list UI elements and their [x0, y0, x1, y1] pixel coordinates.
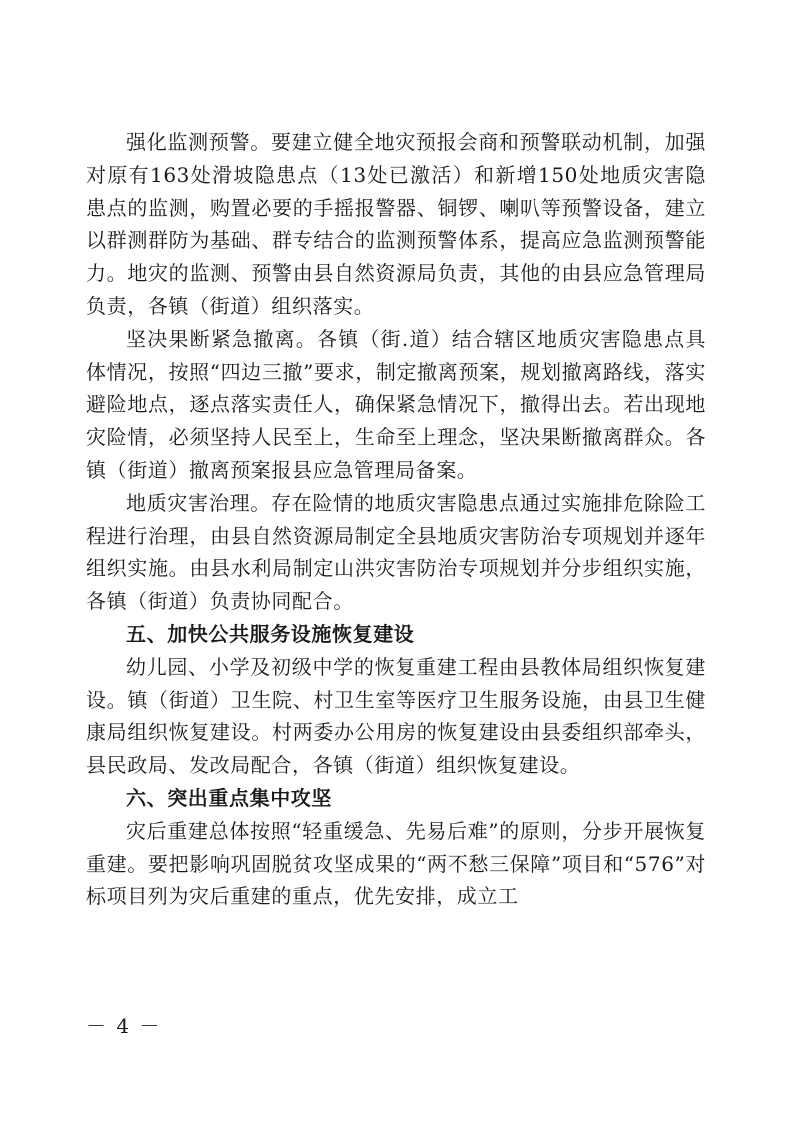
paragraph-public-services: 幼儿园、小学及初级中学的恢复重建工程由县教体局组织恢复建设。镇（街道）卫生院、村卫生室等医疗卫生服务设施，由县卫生健康局组织恢复建设。村两委办公用房的恢复建设由县委组织部牵头，县民政局、发改局配合，各镇（街道）组织恢复建设。 [86, 654, 706, 778]
section-heading-six: 六、突出重点集中攻坚 [126, 785, 332, 810]
paragraph-monitoring-warning: 强化监测预警。要建立健全地灾预报会商和预警联动机制，加强对原有163处滑坡隐患点（13处已激活）和新增150处地质灾害隐患点的监测，购置必要的手摇报警器、铜锣、喇叭等预警设备，建立以群测群防为基础、群专结合的监测预警体系，提高应急监测预警能力。地灾的监测、预警由县自然资源局负责，其他的由县应急管理局负责，各镇（街道）组织落实。 [86, 130, 706, 318]
page-number: － 4 － [86, 1014, 162, 1038]
paragraph-key-projects: 灾后重建总体按照“轻重缓急、先易后难”的原则，分步开展恢复重建。要把影响巩固脱贫攻坚成果的“两不愁三保障”项目和“576”对标项目列为灾后重建的重点，优先安排，成立工 [86, 818, 706, 909]
paragraph-emergency-evacuation: 坚决果断紧急撤离。各镇（街.道）结合辖区地质灾害隐患点具体情况，按照“四边三撤”要求，制定撤离预案，规划撤离路线，落实避险地点，逐点落实责任人，确保紧急情况下，撤得出去。若出现地灾险情，必须坚持人民至上，生命至上理念，坚决果断撤离群众。各镇（街道）撤离预案报县应急管理局备案。 [86, 326, 706, 482]
paragraph-disaster-treatment: 地质灾害治理。存在险情的地质灾害隐患点通过实施排危除险工程进行治理，由县自然资源局制定全县地质灾害防治专项规划并逐年组织实施。由县水利局制定山洪灾害防治专项规划并分步组织实施，各镇（街道）负责协同配合。 [86, 490, 706, 614]
document-body [86, 126, 706, 913]
section-heading-five: 五、加快公共服务设施恢复建设 [126, 621, 415, 646]
